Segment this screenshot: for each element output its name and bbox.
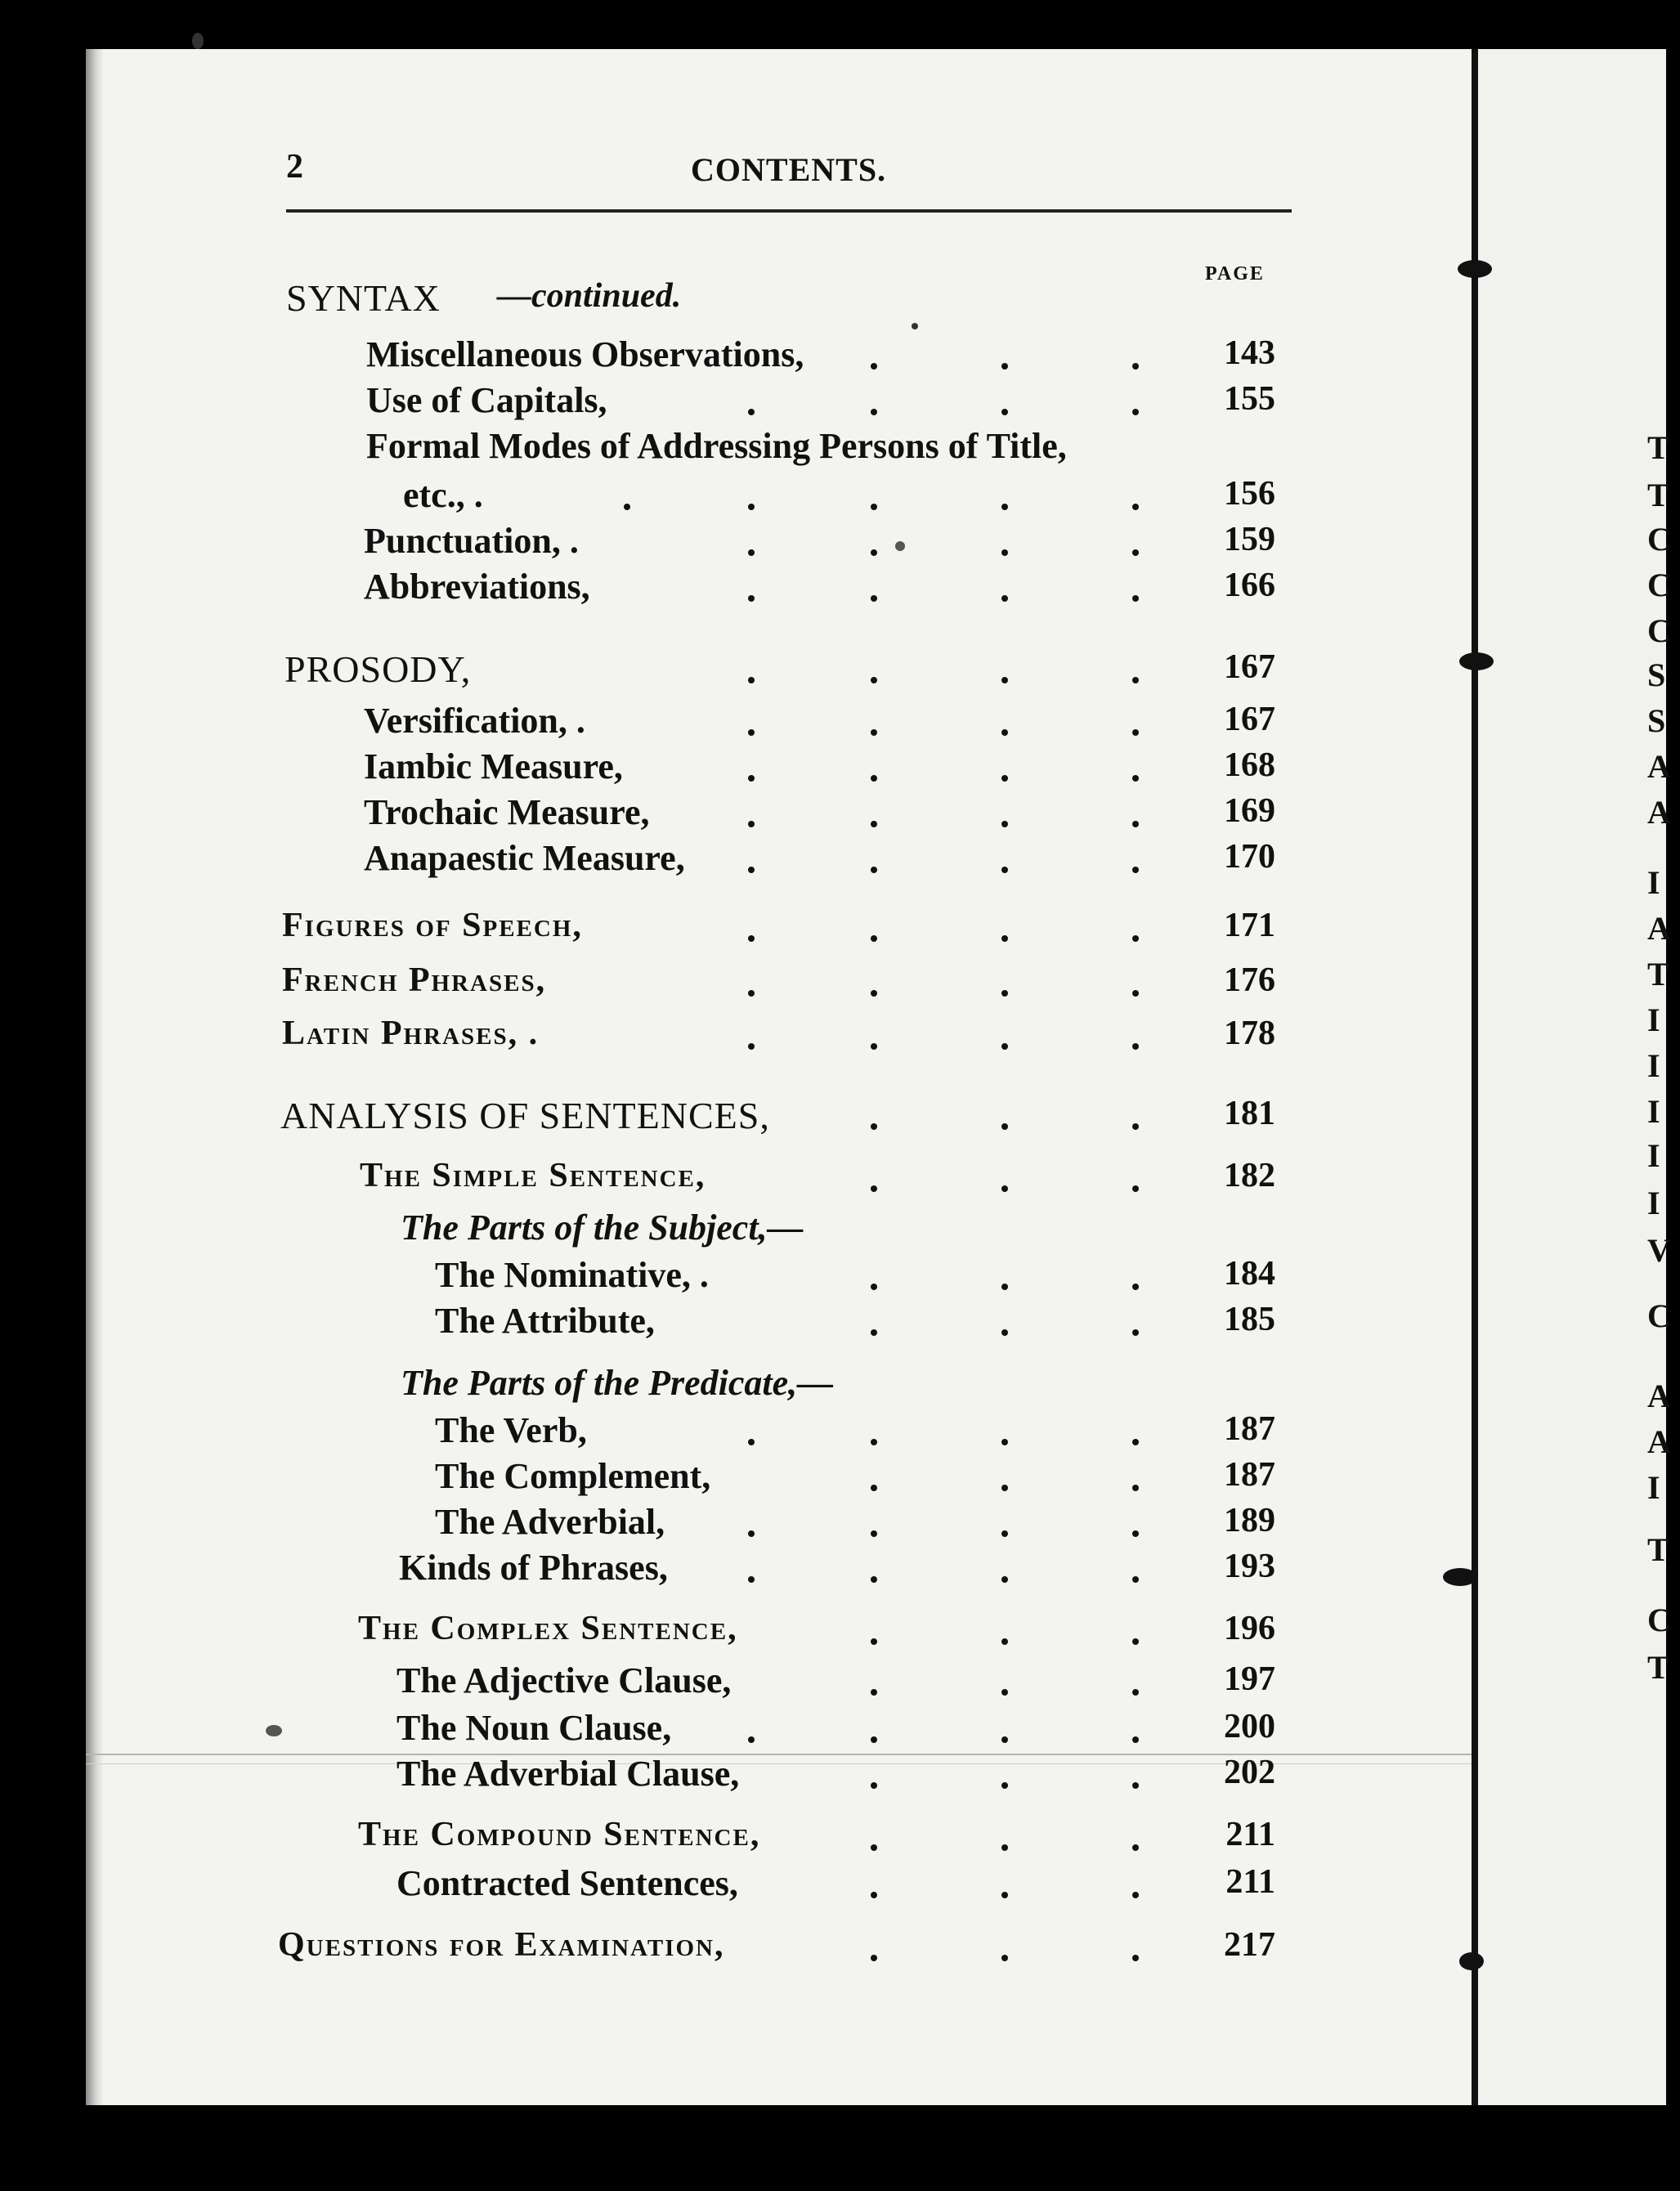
leader-dot: [1001, 990, 1008, 997]
toc-entry: [0, 961, 1308, 1006]
leader-dot: [1132, 504, 1139, 510]
facing-page-letter: C: [1647, 1602, 1671, 1638]
toc-entry-label: The Adverbial Clause,: [396, 1754, 740, 1794]
toc-entry-label: The Parts of the Predicate,—: [401, 1363, 834, 1403]
leader-dot: [1132, 1185, 1139, 1192]
facing-page-letter: A: [1647, 1423, 1671, 1460]
toc-entry: [0, 1156, 1308, 1202]
leader-dot: [871, 935, 877, 942]
leader-dot: [748, 1736, 755, 1743]
leader-dot: [1132, 821, 1139, 827]
toc-entry-label: Formal Modes of Addressing Persons of Title,: [366, 426, 1067, 466]
leader-dot: [871, 363, 877, 370]
facing-page-letter: I: [1647, 1137, 1660, 1174]
leader-dot: [1001, 677, 1008, 683]
leader-dot: [748, 990, 755, 997]
facing-page-letter: S: [1647, 702, 1666, 739]
toc-entry-page: 156: [1224, 475, 1275, 513]
leader-dot: [1001, 1689, 1008, 1696]
toc-entry: [0, 791, 1308, 837]
facing-page-letter: I: [1647, 864, 1660, 901]
toc-entry-page: 168: [1224, 746, 1275, 784]
leader-dot: [871, 821, 877, 827]
toc-entry-page: 187: [1224, 1456, 1275, 1494]
facing-page-letter: C: [1647, 567, 1671, 603]
toc-entry-label: The Verb,: [435, 1410, 587, 1450]
toc-entry-page: 167: [1224, 701, 1275, 738]
facing-page-letter: C: [1647, 521, 1671, 558]
facing-page-letter: T: [1647, 956, 1669, 992]
toc-entry-page: 166: [1224, 567, 1275, 604]
leader-dot: [748, 821, 755, 827]
leader-dot: [1001, 1530, 1008, 1537]
leader-dot: [748, 1439, 755, 1445]
facing-page-letter: C: [1647, 612, 1671, 649]
leader-dot: [1132, 1689, 1139, 1696]
toc-entry: [0, 1862, 1308, 1908]
facing-page-letter: I: [1647, 1047, 1660, 1084]
toc-entry-page: 170: [1224, 838, 1275, 876]
toc-entry-page: 200: [1224, 1708, 1275, 1745]
leader-dot: [871, 1485, 877, 1491]
binding-knot: [1458, 260, 1492, 278]
toc-entry: [0, 334, 1308, 379]
toc-entry-label: French Phrases,: [282, 961, 547, 999]
toc-entry-suffix: —continued.: [497, 277, 682, 315]
leader-dot: [871, 504, 877, 510]
leader-dot: [1132, 595, 1139, 602]
facing-page-letter: S: [1647, 656, 1666, 693]
facing-page-letter: I: [1647, 1001, 1660, 1038]
leader-dot: [871, 595, 877, 602]
leader-dot: [1001, 1329, 1008, 1336]
leader-dot: [1132, 1530, 1139, 1537]
leader-dot: [1001, 729, 1008, 736]
toc-entry: [0, 1925, 1308, 1971]
leader-dot: [1001, 935, 1008, 942]
toc-entry-page: 181: [1224, 1095, 1275, 1132]
leader-dot: [748, 1043, 755, 1050]
leader-dot: [748, 677, 755, 683]
leader-dot: [1001, 1439, 1008, 1445]
leader-dot: [1001, 409, 1008, 415]
leader-dot: [871, 677, 877, 683]
toc-entry: [0, 425, 1308, 471]
leader-dot: [871, 409, 877, 415]
leader-dot: [871, 1892, 877, 1898]
toc-entry: [0, 1362, 1308, 1408]
leader-dot: [1132, 1782, 1139, 1789]
leader-dot: [748, 867, 755, 873]
toc-entry: [0, 837, 1308, 883]
leader-dot: [1132, 867, 1139, 873]
leader-dot: [748, 775, 755, 782]
leader-dot: [871, 1329, 877, 1336]
leader-dot: [871, 549, 877, 556]
leader-dot: [871, 990, 877, 997]
leader-dot: [1132, 1284, 1139, 1290]
leader-dot: [1132, 409, 1139, 415]
leader-dot: [748, 595, 755, 602]
leader-dot: [1132, 677, 1139, 683]
facing-page-letter: A: [1647, 910, 1671, 947]
toc-entry: [0, 1609, 1308, 1655]
toc-entry-page: 197: [1224, 1660, 1275, 1698]
toc-entry-label: etc., .: [403, 475, 483, 515]
toc-entry-label: Versification, .: [364, 701, 585, 741]
toc-entry-page: 211: [1225, 1816, 1275, 1853]
leader-dot: [871, 1185, 877, 1192]
facing-page-letter: A: [1647, 748, 1671, 785]
toc-entry-label: The Attribute,: [435, 1301, 655, 1341]
toc-entry: [0, 276, 1308, 322]
leader-dot: [871, 1689, 877, 1696]
toc-entry: [0, 1207, 1308, 1252]
leader-dot: [1132, 1485, 1139, 1491]
toc-entry-page: 169: [1224, 792, 1275, 830]
toc-entry: [0, 1014, 1308, 1060]
leader-dot: [1132, 1576, 1139, 1583]
toc-entry-label: Use of Capitals,: [366, 380, 607, 420]
leader-dot: [871, 1439, 877, 1445]
toc-entry-page: 193: [1224, 1548, 1275, 1585]
toc-entry-label: SYNTAX: [286, 277, 441, 319]
leader-dot: [1132, 1043, 1139, 1050]
toc-entry: [0, 1753, 1308, 1799]
leader-dot: [871, 1955, 877, 1961]
leader-dot: [1001, 363, 1008, 370]
leader-dot: [871, 1284, 877, 1290]
facing-page-letter: T: [1647, 1649, 1669, 1686]
toc-entry: [0, 1707, 1308, 1753]
facing-page-letter: T: [1647, 477, 1669, 513]
leader-dot: [624, 504, 630, 510]
page-title: CONTENTS.: [691, 151, 887, 188]
leader-dot: [1001, 1638, 1008, 1645]
leader-dot: [748, 504, 755, 510]
toc-entry: [0, 520, 1308, 566]
toc-entry-label: The Complex Sentence,: [358, 1610, 738, 1647]
facing-page: [1472, 49, 1666, 2105]
leader-dot: [1001, 1043, 1008, 1050]
toc-entry-label: Figures of Speech,: [282, 907, 583, 944]
facing-page-letter: I: [1647, 1469, 1660, 1506]
toc-entry-label: PROSODY,: [284, 648, 472, 690]
toc-entry-page: 189: [1224, 1502, 1275, 1539]
toc-entry-label: ANALYSIS OF SENTENCES,: [280, 1095, 770, 1136]
toc-entry-page: 159: [1224, 521, 1275, 558]
toc-entry-page: 184: [1224, 1255, 1275, 1293]
toc-entry: [0, 1300, 1308, 1346]
binding-knot: [1459, 1952, 1484, 1970]
leader-dot: [1132, 549, 1139, 556]
leader-dot: [1001, 867, 1008, 873]
leader-dot: [871, 1043, 877, 1050]
toc-entry-label: Trochaic Measure,: [364, 792, 650, 832]
leader-dot: [1132, 1844, 1139, 1851]
toc-entry-label: Latin Phrases, .: [282, 1015, 540, 1052]
leader-dot: [1001, 1892, 1008, 1898]
leader-dot: [748, 409, 755, 415]
toc-entry-page: 155: [1224, 380, 1275, 418]
leader-dot: [871, 1576, 877, 1583]
leader-dot: [748, 1530, 755, 1537]
toc-entry-label: The Noun Clause,: [396, 1708, 672, 1748]
leader-dot: [1132, 729, 1139, 736]
facing-page-letter: A: [1647, 794, 1671, 831]
leader-dot: [1132, 775, 1139, 782]
toc-entry: [0, 906, 1308, 952]
toc-entry-page: 196: [1224, 1610, 1275, 1647]
leader-dot: [748, 549, 755, 556]
toc-entry-page: 217: [1224, 1926, 1275, 1964]
toc-entry-label: The Nominative, .: [435, 1255, 709, 1295]
leader-dot: [1132, 363, 1139, 370]
facing-page-letter: A: [1647, 1378, 1671, 1414]
toc-entry-label: Kinds of Phrases,: [399, 1548, 668, 1588]
leader-dot: [1001, 1284, 1008, 1290]
leader-dot: [1132, 1329, 1139, 1336]
toc-entry: [0, 647, 1308, 693]
toc-entry-page: 211: [1225, 1863, 1275, 1901]
binding-thread: [1474, 654, 1478, 1978]
leader-dot: [1001, 1485, 1008, 1491]
leader-dot: [1132, 990, 1139, 997]
leader-dot: [1001, 1955, 1008, 1961]
toc-entry-label: The Compound Sentence,: [358, 1816, 761, 1853]
leader-dot: [1132, 1955, 1139, 1961]
toc-entry-label: The Parts of the Subject,—: [401, 1208, 804, 1248]
toc-entry: [0, 1254, 1308, 1300]
toc-entry-label: The Adjective Clause,: [396, 1660, 732, 1700]
toc-entry-page: 171: [1224, 907, 1275, 944]
leader-dot: [1001, 1844, 1008, 1851]
facing-page-letter: I: [1647, 1185, 1660, 1221]
toc-entry-label: Contracted Sentences,: [396, 1863, 738, 1903]
leader-dot: [871, 1530, 877, 1537]
toc-entry-label: Punctuation, .: [364, 521, 579, 561]
toc-entry-page: 167: [1224, 648, 1275, 686]
leader-dot: [1001, 504, 1008, 510]
toc-entry-page: 178: [1224, 1015, 1275, 1052]
toc-entry: [0, 1455, 1308, 1501]
toc-entry-label: Anapaestic Measure,: [364, 838, 685, 878]
toc-entry-label: The Simple Sentence,: [360, 1157, 706, 1194]
toc-entry: [0, 379, 1308, 425]
leader-dot: [1001, 549, 1008, 556]
toc-entry: [0, 700, 1308, 746]
leader-dot: [748, 935, 755, 942]
toc-entry: [0, 1815, 1308, 1861]
facing-page-letter: T: [1647, 1531, 1669, 1568]
toc-entry: [0, 1409, 1308, 1455]
toc-entry-page: 182: [1224, 1157, 1275, 1194]
leader-dot: [1132, 1439, 1139, 1445]
page-number: 2: [286, 148, 303, 186]
leader-dot: [1001, 1185, 1008, 1192]
leader-dot: [1001, 1576, 1008, 1583]
leader-dot: [1132, 1638, 1139, 1645]
leader-dot: [1001, 775, 1008, 782]
leader-dot: [871, 1782, 877, 1789]
leader-dot: [748, 729, 755, 736]
leader-dot: [1132, 1736, 1139, 1743]
leader-dot: [871, 729, 877, 736]
leader-dot: [1001, 821, 1008, 827]
toc-entry-label: Iambic Measure,: [364, 746, 623, 786]
toc-entry: [0, 1501, 1308, 1547]
toc-entry-page: 185: [1224, 1301, 1275, 1338]
toc-entry-label: Abbreviations,: [364, 567, 590, 607]
page-header: [286, 147, 1292, 213]
toc-entry: [0, 474, 1308, 520]
leader-dot: [1001, 595, 1008, 602]
toc-entry: [0, 566, 1308, 612]
facing-page-letter: I: [1647, 1093, 1660, 1130]
binding-knot: [1459, 652, 1494, 670]
leader-dot: [1132, 1123, 1139, 1130]
toc-entry-label: Miscellaneous Observations,: [366, 334, 804, 374]
binding-knot: [1443, 1568, 1477, 1586]
leader-dot: [871, 867, 877, 873]
leader-dot: [1132, 1892, 1139, 1898]
toc-entry-label: The Complement,: [435, 1456, 711, 1496]
toc-entry-page: 187: [1224, 1410, 1275, 1448]
facing-page-letter: C: [1647, 1297, 1671, 1334]
leader-dot: [1001, 1123, 1008, 1130]
toc-entry-page: 176: [1224, 961, 1275, 999]
leader-dot: [1001, 1736, 1008, 1743]
toc-entry: [0, 1547, 1308, 1593]
toc-entry-label: The Adverbial,: [435, 1502, 665, 1542]
leader-dot: [871, 1844, 877, 1851]
leader-dot: [1001, 1782, 1008, 1789]
leader-dot: [871, 1638, 877, 1645]
toc-entry: [0, 746, 1308, 791]
leader-dot: [748, 1576, 755, 1583]
page-column-heading: PAGE: [1205, 263, 1265, 285]
facing-page-letter: V: [1647, 1232, 1671, 1269]
leader-dot: [871, 775, 877, 782]
leader-dot: [1132, 935, 1139, 942]
leader-dot: [871, 1123, 877, 1130]
toc-entry: [0, 1660, 1308, 1705]
toc-entry: [0, 1094, 1308, 1140]
toc-entry-page: 143: [1224, 334, 1275, 372]
leader-dot: [871, 1736, 877, 1743]
facing-page-letter: T: [1647, 429, 1669, 466]
toc-entry-page: 202: [1224, 1754, 1275, 1791]
toc-entry-label: Questions for Examination,: [278, 1926, 725, 1964]
